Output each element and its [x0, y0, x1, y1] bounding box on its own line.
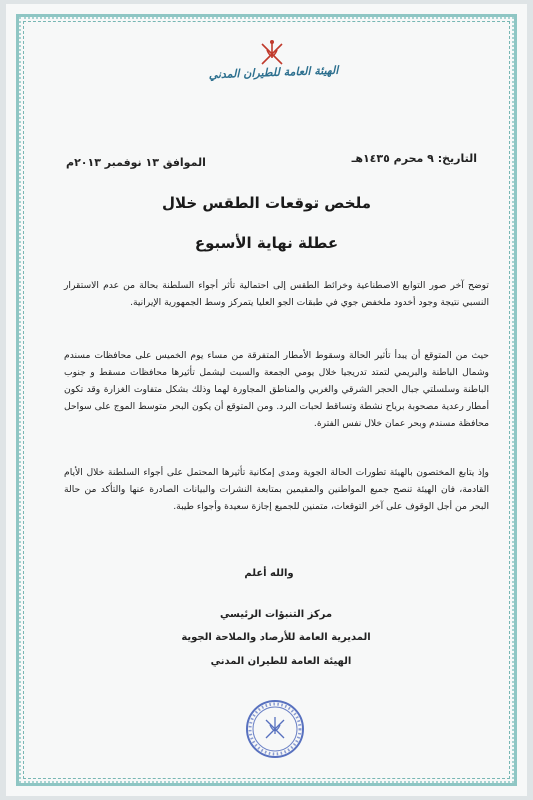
- document-title-line1: ملخص توقعات الطقس خلال: [162, 194, 371, 212]
- closing-salutation: والله أعلم: [244, 568, 294, 579]
- body-paragraph-2: حيث من المتوقع أن يبدأ تأثير الحالة وسقوط الأمطار المتفرقة من مساء يوم الخميس على محافظات مسندم وشمال الباطنة والبريمي لتمتد تدريجيا خلال يومي الجمعة والسبت ليشمل تأثيرها محافظات مسقط و جنوب الباطنة وسلسلتي جبال الحجر الشرقي والغربي والمناطق المجاورة لهما وذلك بشكل متفاوت الغزارة وقد تكون أمطار رعدية مصحوبة برياح نشطة وتساقط لحبات البرد. ومن المتوقع أن يكون البحر متوسط الموج على سواحل محافظة مسندم وبحر عمان خلال نفس الفترة.: [64, 350, 489, 429]
- signature-line-3: الهيئة العامة للطيران المدني: [210, 656, 352, 667]
- official-seal-stamp-icon: [244, 698, 306, 760]
- hijri-date: التاريخ: ٩ محرم ١٤٣٥هـ: [351, 152, 477, 165]
- document-page: [6, 4, 527, 796]
- org-name-script: الهيئة العامة للطيران المدني: [208, 63, 339, 82]
- body-paragraph-1: توضح آخر صور التوابع الاصطناعية وخرائط الطقس إلى احتمالية تأثر أجواء السلطنة بحالة من عدم الاستقرار النسبي نتيجة وجود أخدود ملخفض جوي في طبقات الجو العليا يتمركز وسط الجمهورية الإيرانية.: [64, 280, 489, 308]
- body-paragraph-3: وإذ يتابع المختصون بالهيئة تطورات الحالة الجوية ومدى إمكانية تأثيرها المحتمل على أجواء السلطنة خلال الأيام القادمة، فان الهيئة تنصح جميع المواطنين والمقيمين بمتابعة النشرات والبيانات الصادرة عنها والتأكد من حالة البحر من أجل الوقوف على آخر التوقعات، متمنين للجميع إجازة سعيدة وأجواء طيبة.: [64, 467, 489, 512]
- signature-line-2: المديرية العامة للأرصاد والملاحة الجوية: [181, 632, 371, 643]
- oman-khanjar-emblem-icon: [258, 38, 286, 68]
- document-title-line2: عطلة نهاية الأسبوع: [194, 234, 339, 252]
- signature-line-1: مركز التنبؤات الرئيسي: [219, 609, 333, 620]
- gregorian-date: الموافق ١٣ نوفمبر ٢٠١٣م: [66, 156, 206, 169]
